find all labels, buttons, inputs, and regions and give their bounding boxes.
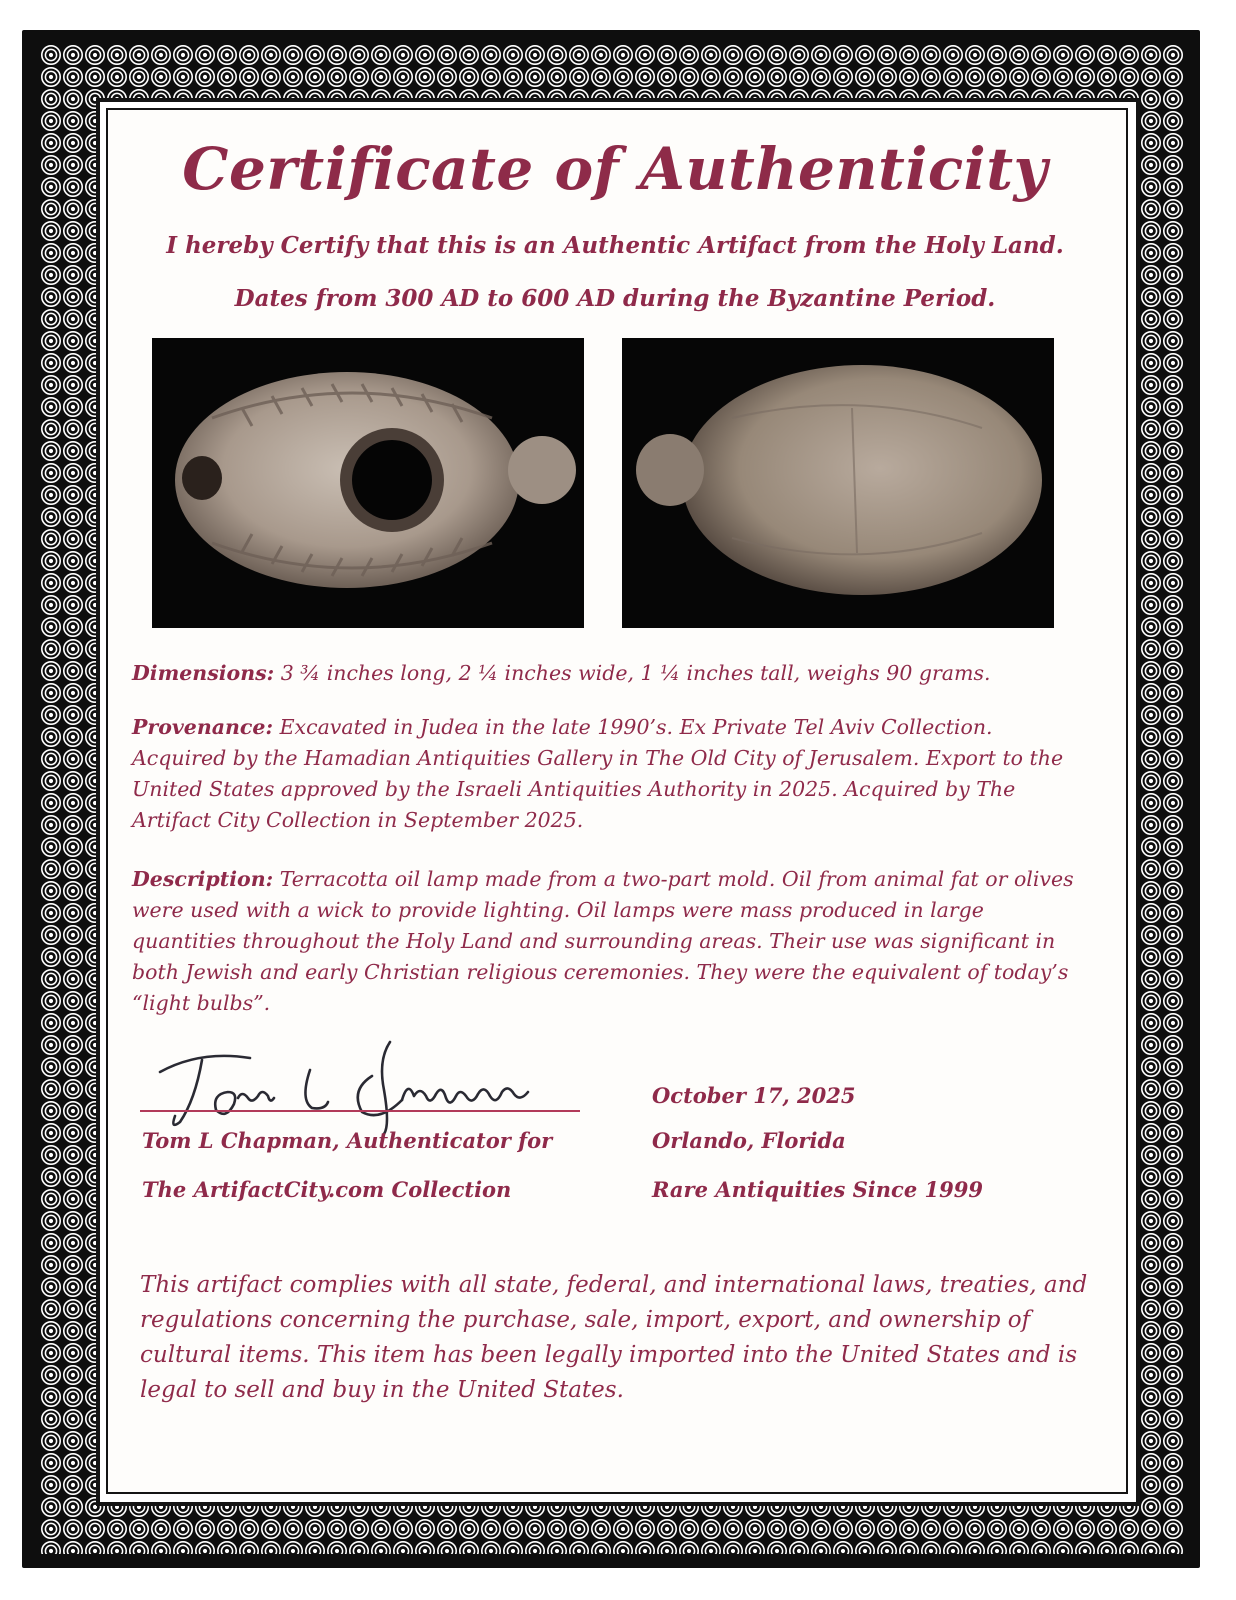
date-range-statement: Dates from 300 AD to 600 AD during the Byzantine Period. bbox=[234, 285, 996, 312]
certify-statement: I hereby Certify that this is an Authentic Artifact from the Holy Land. bbox=[166, 232, 1064, 259]
dimensions-text: 3 ¾ inches long, 2 ¼ inches wide, 1 ¼ inches tall, weighs 90 grams. bbox=[280, 661, 991, 685]
authenticator-name: Tom L Chapman, Authenticator for bbox=[142, 1128, 553, 1153]
authenticator-signature bbox=[140, 1030, 580, 1140]
legal-compliance-statement: This artifact complies with all state, federal, and international laws, treaties, and regulations concerning the purchase, sale, import, export, and ownership of cultural items. This item has been legally imported into the United States and is legal to sell and buy in the United States. bbox=[140, 1272, 1088, 1403]
certificate-title: Certificate of Authenticity bbox=[182, 135, 1048, 203]
description-text: Terracotta oil lamp made from a two-part mold. Oil from animal fat or olives were used with a wick to provide lighting. Oil lamps were mass produced in large quantities throughout the Holy Land and surrounding areas. Their use was significant in both Jewish and early Christian religious ceremonies. They were the equivalent of today’s “light bulbs”. bbox=[132, 867, 1074, 1015]
description-label: Description: bbox=[132, 867, 274, 891]
collection-name: The ArtifactCity.com Collection bbox=[142, 1177, 512, 1202]
business-since-line: Rare Antiquities Since 1999 bbox=[652, 1177, 983, 1202]
signature-line bbox=[140, 1110, 580, 1112]
provenance-label: Provenance: bbox=[132, 715, 274, 739]
description-paragraph bbox=[132, 864, 1092, 1019]
oil-lamp-top-photo bbox=[152, 338, 584, 628]
dimensions-label: Dimensions: bbox=[132, 661, 275, 685]
provenance-paragraph bbox=[132, 712, 1092, 836]
oil-lamp-bottom-photo bbox=[622, 338, 1054, 628]
certificate-location: Orlando, Florida bbox=[652, 1128, 846, 1153]
certificate-date: October 17, 2025 bbox=[652, 1083, 856, 1108]
provenance-text: Excavated in Judea in the late 1990’s. Ex Private Tel Aviv Collection. Acquired by the Hamadian Antiquities Gallery in The Old City of Jerusalem. Export to the United States approved by the Israeli Antiquities Authority in 2025. Acquired by The Artifact City Collection in September 2025. bbox=[132, 715, 1064, 832]
dimensions-paragraph bbox=[132, 658, 1092, 689]
